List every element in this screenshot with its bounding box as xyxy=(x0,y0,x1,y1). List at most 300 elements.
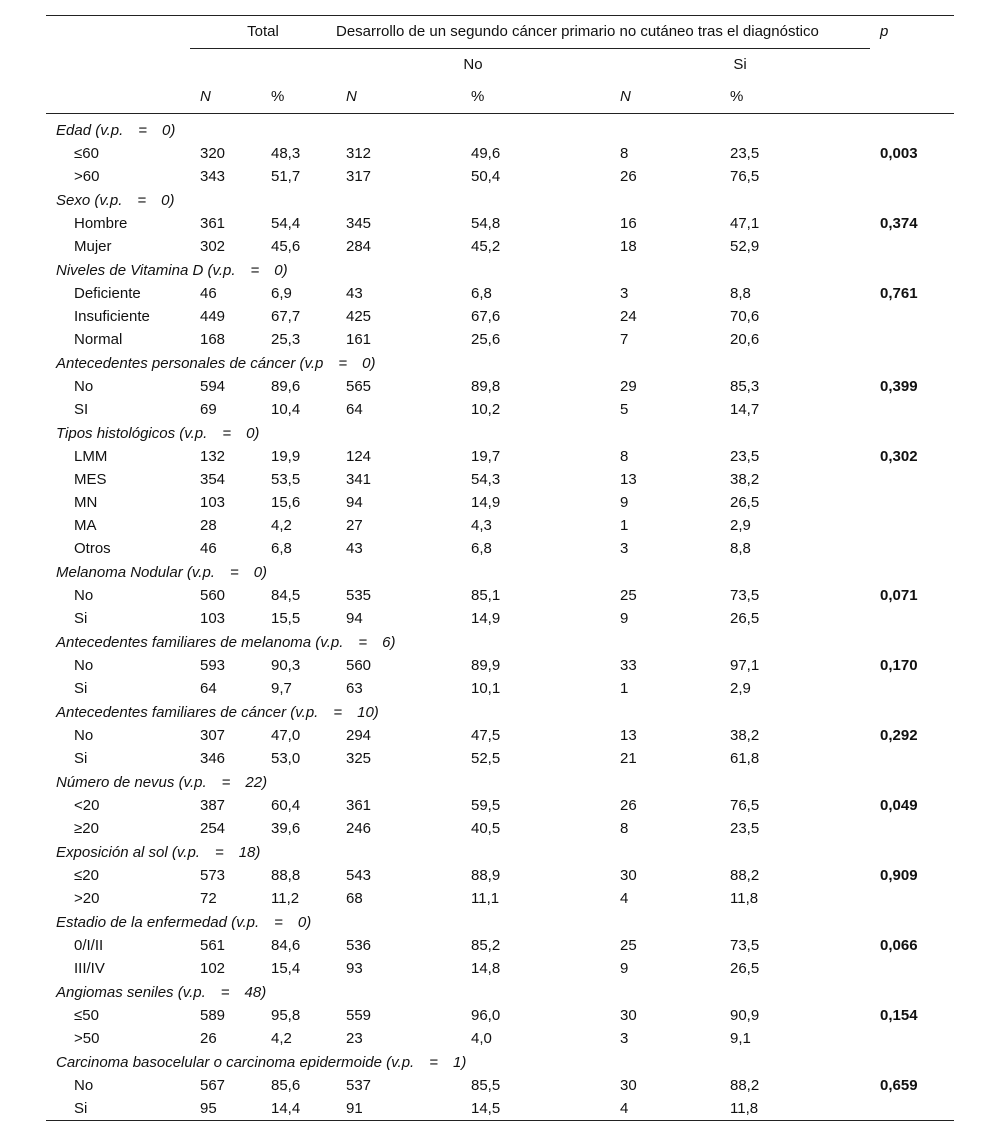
total-pct: 39,6 xyxy=(271,820,301,837)
table-row xyxy=(46,514,954,537)
total-n: 132 xyxy=(200,448,226,465)
si-n: 16 xyxy=(620,215,637,232)
p-value xyxy=(870,235,954,258)
si-n: 26 xyxy=(620,168,637,185)
no-pct: 47,5 xyxy=(471,727,501,744)
total-pct: 53,5 xyxy=(271,471,301,488)
group-row xyxy=(46,700,954,724)
no-n: 537 xyxy=(346,1077,372,1094)
no-n: 23 xyxy=(346,1030,363,1047)
si-n: 30 xyxy=(620,1077,637,1094)
group-title: Antecedentes personales de cáncer (v.p = 0) xyxy=(56,354,376,372)
p-value xyxy=(870,305,954,328)
row-label: Si xyxy=(74,750,88,767)
total-pct: 47,0 xyxy=(271,727,301,744)
row-label: Normal xyxy=(74,331,123,348)
no-n: 425 xyxy=(346,308,372,325)
total-n: 46 xyxy=(200,285,217,302)
total-n: 593 xyxy=(200,657,226,674)
header-desarrollo: Desarrollo de un segundo cáncer primario no cutáneo tras el diagnóstico xyxy=(336,16,870,49)
no-n: 64 xyxy=(346,401,363,418)
si-pct: 47,1 xyxy=(730,215,760,232)
si-n: 25 xyxy=(620,587,637,604)
p-value: 0,003 xyxy=(880,145,918,162)
si-pct: 97,1 xyxy=(730,657,760,674)
total-pct: 25,3 xyxy=(271,331,301,348)
table-row xyxy=(46,957,954,980)
p-value xyxy=(870,165,954,188)
no-pct: 4,3 xyxy=(471,517,492,534)
total-n: 26 xyxy=(200,1030,217,1047)
header-total-n: N xyxy=(190,81,261,114)
p-value xyxy=(870,607,954,630)
results-table xyxy=(46,15,954,1121)
no-n: 560 xyxy=(346,657,372,674)
no-pct: 10,1 xyxy=(471,680,501,697)
no-n: 91 xyxy=(346,1100,363,1117)
table-row xyxy=(46,491,954,514)
p-value xyxy=(870,398,954,421)
row-label: No xyxy=(74,378,94,395)
total-n: 72 xyxy=(200,890,217,907)
no-n: 94 xyxy=(346,610,363,627)
total-n: 573 xyxy=(200,867,226,884)
si-pct: 90,9 xyxy=(730,1007,760,1024)
group-row xyxy=(46,421,954,445)
total-n: 361 xyxy=(200,215,226,232)
total-pct: 88,8 xyxy=(271,867,301,884)
si-pct: 9,1 xyxy=(730,1030,751,1047)
table-row xyxy=(46,677,954,700)
row-label: Si xyxy=(74,680,88,697)
table-body xyxy=(46,114,954,1121)
group-title: Exposición al sol (v.p. = 18) xyxy=(56,843,261,861)
table-row xyxy=(46,375,954,398)
no-n: 543 xyxy=(346,867,372,884)
table-row xyxy=(46,1004,954,1027)
row-label: Deficiente xyxy=(74,285,141,302)
table-row xyxy=(46,654,954,677)
total-n: 64 xyxy=(200,680,217,697)
no-n: 535 xyxy=(346,587,372,604)
si-n: 7 xyxy=(620,331,629,348)
total-pct: 48,3 xyxy=(271,145,301,162)
total-n: 168 xyxy=(200,331,226,348)
no-pct: 14,9 xyxy=(471,494,501,511)
group-row xyxy=(46,188,954,212)
p-value xyxy=(870,491,954,514)
no-n: 345 xyxy=(346,215,372,232)
si-pct: 26,5 xyxy=(730,960,760,977)
row-label: >60 xyxy=(74,168,100,185)
no-pct: 96,0 xyxy=(471,1007,501,1024)
total-pct: 4,2 xyxy=(271,1030,292,1047)
table-row xyxy=(46,887,954,910)
no-pct: 10,2 xyxy=(471,401,501,418)
group-row xyxy=(46,1050,954,1074)
total-pct: 60,4 xyxy=(271,797,301,814)
no-n: 246 xyxy=(346,820,372,837)
row-label: LMM xyxy=(74,448,108,465)
group-title: Estadio de la enfermedad (v.p. = 0) xyxy=(56,913,312,931)
si-n: 21 xyxy=(620,750,637,767)
header-si: Si xyxy=(733,56,747,73)
total-n: 589 xyxy=(200,1007,226,1024)
si-n: 4 xyxy=(620,890,629,907)
si-n: 8 xyxy=(620,145,629,162)
table-row xyxy=(46,212,954,235)
si-pct: 70,6 xyxy=(730,308,760,325)
no-pct: 4,0 xyxy=(471,1030,492,1047)
total-pct: 15,6 xyxy=(271,494,301,511)
row-label: Mujer xyxy=(74,238,112,255)
row-label: <20 xyxy=(74,797,100,814)
no-pct: 85,2 xyxy=(471,937,501,954)
total-n: 28 xyxy=(200,517,217,534)
header-no: No xyxy=(463,56,483,73)
row-label: ≤50 xyxy=(74,1007,99,1024)
p-value: 0,292 xyxy=(880,727,918,744)
si-pct: 26,5 xyxy=(730,610,760,627)
si-n: 18 xyxy=(620,238,637,255)
p-value xyxy=(870,1097,954,1121)
table-row xyxy=(46,235,954,258)
header-total: Total xyxy=(190,16,336,49)
si-pct: 85,3 xyxy=(730,378,760,395)
header-p: p xyxy=(880,23,889,41)
si-n: 24 xyxy=(620,308,637,325)
no-n: 559 xyxy=(346,1007,372,1024)
total-pct: 95,8 xyxy=(271,1007,301,1024)
si-pct: 23,5 xyxy=(730,820,760,837)
no-n: 161 xyxy=(346,331,372,348)
total-n: 561 xyxy=(200,937,226,954)
table-row xyxy=(46,864,954,887)
si-pct: 76,5 xyxy=(730,168,760,185)
no-pct: 45,2 xyxy=(471,238,501,255)
row-label: Si xyxy=(74,610,88,627)
table-row xyxy=(46,1074,954,1097)
no-pct: 14,8 xyxy=(471,960,501,977)
row-label: No xyxy=(74,657,94,674)
row-label: ≤60 xyxy=(74,145,99,162)
si-n: 30 xyxy=(620,867,637,884)
no-n: 312 xyxy=(346,145,372,162)
si-n: 25 xyxy=(620,937,637,954)
table-row xyxy=(46,607,954,630)
no-pct: 67,6 xyxy=(471,308,501,325)
table-row xyxy=(46,142,954,165)
group-row xyxy=(46,770,954,794)
si-pct: 8,8 xyxy=(730,540,751,557)
total-pct: 85,6 xyxy=(271,1077,301,1094)
si-n: 8 xyxy=(620,820,629,837)
si-n: 30 xyxy=(620,1007,637,1024)
si-pct: 2,9 xyxy=(730,680,751,697)
p-value xyxy=(870,887,954,910)
p-value: 0,659 xyxy=(880,1077,918,1094)
total-pct: 54,4 xyxy=(271,215,301,232)
total-n: 346 xyxy=(200,750,226,767)
group-title: Angiomas seniles (v.p. = 48) xyxy=(56,983,267,1001)
no-n: 43 xyxy=(346,540,363,557)
row-label: Otros xyxy=(74,540,111,557)
row-label: Hombre xyxy=(74,215,128,232)
group-title: Sexo (v.p. = 0) xyxy=(56,191,175,209)
no-pct: 49,6 xyxy=(471,145,501,162)
no-n: 124 xyxy=(346,448,372,465)
group-title: Edad (v.p. = 0) xyxy=(56,121,176,139)
si-pct: 11,8 xyxy=(730,890,759,907)
no-n: 317 xyxy=(346,168,372,185)
si-n: 33 xyxy=(620,657,637,674)
no-n: 43 xyxy=(346,285,363,302)
total-pct: 14,4 xyxy=(271,1100,301,1117)
no-n: 93 xyxy=(346,960,363,977)
si-pct: 20,6 xyxy=(730,331,760,348)
si-pct: 11,8 xyxy=(730,1100,759,1117)
row-label: ≤20 xyxy=(74,867,99,884)
no-pct: 89,9 xyxy=(471,657,501,674)
no-n: 565 xyxy=(346,378,372,395)
total-n: 449 xyxy=(200,308,226,325)
row-label: No xyxy=(74,727,94,744)
table-row xyxy=(46,724,954,747)
group-title: Melanoma Nodular (v.p. = 0) xyxy=(56,563,268,581)
total-pct: 84,5 xyxy=(271,587,301,604)
si-n: 5 xyxy=(620,401,629,418)
p-value xyxy=(870,468,954,491)
table-row xyxy=(46,305,954,328)
si-pct: 61,8 xyxy=(730,750,760,767)
p-value xyxy=(870,514,954,537)
p-value xyxy=(870,817,954,840)
no-pct: 85,5 xyxy=(471,1077,501,1094)
p-value xyxy=(870,747,954,770)
no-pct: 40,5 xyxy=(471,820,501,837)
group-row xyxy=(46,910,954,934)
row-label: No xyxy=(74,587,94,604)
no-pct: 50,4 xyxy=(471,168,501,185)
p-value: 0,170 xyxy=(880,657,918,674)
si-pct: 76,5 xyxy=(730,797,760,814)
header-si-n: N xyxy=(610,81,726,114)
row-label: ≥20 xyxy=(74,820,99,837)
p-value: 0,049 xyxy=(880,797,918,814)
total-pct: 11,2 xyxy=(271,890,300,907)
no-n: 325 xyxy=(346,750,372,767)
total-pct: 15,5 xyxy=(271,610,301,627)
no-n: 341 xyxy=(346,471,372,488)
group-title: Carcinoma basocelular o carcinoma epidermoide (v.p. = 1) xyxy=(56,1053,467,1071)
p-value xyxy=(870,677,954,700)
total-n: 254 xyxy=(200,820,226,837)
table-row xyxy=(46,445,954,468)
si-pct: 2,9 xyxy=(730,517,751,534)
p-value: 0,066 xyxy=(880,937,918,954)
total-pct: 19,9 xyxy=(271,448,301,465)
total-n: 320 xyxy=(200,145,226,162)
table-row xyxy=(46,1027,954,1050)
no-pct: 19,7 xyxy=(471,448,501,465)
group-title: Antecedentes familiares de melanoma (v.p. = 6) xyxy=(56,633,396,651)
total-n: 560 xyxy=(200,587,226,604)
si-pct: 23,5 xyxy=(730,448,760,465)
no-pct: 54,8 xyxy=(471,215,501,232)
si-n: 9 xyxy=(620,494,629,511)
table-row xyxy=(46,1097,954,1121)
si-n: 8 xyxy=(620,448,629,465)
table-row xyxy=(46,537,954,560)
group-row xyxy=(46,351,954,375)
table-row xyxy=(46,328,954,351)
si-n: 1 xyxy=(620,517,629,534)
total-n: 46 xyxy=(200,540,217,557)
no-n: 63 xyxy=(346,680,363,697)
no-pct: 52,5 xyxy=(471,750,501,767)
si-pct: 88,2 xyxy=(730,1077,760,1094)
si-pct: 52,9 xyxy=(730,238,760,255)
total-n: 343 xyxy=(200,168,226,185)
total-pct: 15,4 xyxy=(271,960,301,977)
no-n: 536 xyxy=(346,937,372,954)
group-title: Número de nevus (v.p. = 22) xyxy=(56,773,268,791)
total-n: 354 xyxy=(200,471,226,488)
table-row xyxy=(46,165,954,188)
total-pct: 45,6 xyxy=(271,238,301,255)
si-pct: 8,8 xyxy=(730,285,751,302)
p-value xyxy=(870,328,954,351)
total-pct: 53,0 xyxy=(271,750,301,767)
header-si-pct: % xyxy=(726,81,870,114)
row-label: III/IV xyxy=(74,960,105,977)
no-n: 27 xyxy=(346,517,363,534)
header-total-pct: % xyxy=(261,81,336,114)
total-pct: 6,9 xyxy=(271,285,292,302)
table-row xyxy=(46,747,954,770)
total-n: 69 xyxy=(200,401,217,418)
row-label: MES xyxy=(74,471,107,488)
no-pct: 89,8 xyxy=(471,378,501,395)
no-pct: 14,5 xyxy=(471,1100,501,1117)
si-n: 3 xyxy=(620,285,629,302)
total-pct: 84,6 xyxy=(271,937,301,954)
no-pct: 6,8 xyxy=(471,540,492,557)
si-n: 3 xyxy=(620,540,629,557)
header-row-3 xyxy=(46,81,954,114)
si-pct: 23,5 xyxy=(730,145,760,162)
total-n: 302 xyxy=(200,238,226,255)
table-row xyxy=(46,584,954,607)
si-pct: 14,7 xyxy=(730,401,760,418)
row-label: MA xyxy=(74,517,97,534)
total-pct: 10,4 xyxy=(271,401,301,418)
row-label: 0/I/II xyxy=(74,937,104,954)
group-row xyxy=(46,980,954,1004)
si-n: 13 xyxy=(620,727,637,744)
total-pct: 9,7 xyxy=(271,680,292,697)
group-row xyxy=(46,258,954,282)
total-n: 102 xyxy=(200,960,226,977)
si-pct: 38,2 xyxy=(730,727,760,744)
si-n: 29 xyxy=(620,378,637,395)
no-pct: 14,9 xyxy=(471,610,501,627)
p-value: 0,302 xyxy=(880,448,918,465)
group-row xyxy=(46,840,954,864)
group-title: Antecedentes familiares de cáncer (v.p. = 10) xyxy=(56,703,379,721)
row-label: Insuficiente xyxy=(74,308,150,325)
group-row xyxy=(46,560,954,584)
table-row xyxy=(46,398,954,421)
si-pct: 26,5 xyxy=(730,494,760,511)
total-n: 307 xyxy=(200,727,226,744)
header-row-2 xyxy=(46,49,954,82)
no-pct: 85,1 xyxy=(471,587,501,604)
p-value xyxy=(870,537,954,560)
row-label: SI xyxy=(74,401,89,418)
p-value: 0,909 xyxy=(880,867,918,884)
total-pct: 51,7 xyxy=(271,168,301,185)
si-pct: 73,5 xyxy=(730,587,760,604)
total-n: 95 xyxy=(200,1100,217,1117)
table-row xyxy=(46,468,954,491)
no-n: 284 xyxy=(346,238,372,255)
p-value: 0,154 xyxy=(880,1007,918,1024)
total-pct: 89,6 xyxy=(271,378,301,395)
table-header xyxy=(46,16,954,114)
header-no-pct: % xyxy=(469,81,610,114)
no-pct: 54,3 xyxy=(471,471,501,488)
group-row xyxy=(46,630,954,654)
p-value xyxy=(870,1027,954,1050)
si-pct: 38,2 xyxy=(730,471,760,488)
row-label: No xyxy=(74,1077,94,1094)
total-pct: 67,7 xyxy=(271,308,301,325)
total-pct: 6,8 xyxy=(271,540,292,557)
row-label: >20 xyxy=(74,890,100,907)
no-pct: 25,6 xyxy=(471,331,501,348)
p-value: 0,761 xyxy=(880,285,918,302)
total-n: 103 xyxy=(200,494,226,511)
table-row xyxy=(46,817,954,840)
total-n: 103 xyxy=(200,610,226,627)
row-label: Si xyxy=(74,1100,88,1117)
total-n: 567 xyxy=(200,1077,226,1094)
group-title: Tipos histológicos (v.p. = 0) xyxy=(56,424,260,442)
no-pct: 6,8 xyxy=(471,285,492,302)
group-row xyxy=(46,114,954,143)
no-pct: 59,5 xyxy=(471,797,501,814)
p-value: 0,374 xyxy=(880,215,918,232)
si-n: 13 xyxy=(620,471,637,488)
group-title: Niveles de Vitamina D (v.p. = 0) xyxy=(56,261,288,279)
no-n: 361 xyxy=(346,797,372,814)
table-row xyxy=(46,934,954,957)
si-n: 26 xyxy=(620,797,637,814)
si-pct: 73,5 xyxy=(730,937,760,954)
si-n: 4 xyxy=(620,1100,629,1117)
row-label: >50 xyxy=(74,1030,100,1047)
header-row-1 xyxy=(46,16,954,49)
total-n: 594 xyxy=(200,378,226,395)
si-n: 9 xyxy=(620,610,629,627)
no-pct: 11,1 xyxy=(471,890,500,907)
total-n: 387 xyxy=(200,797,226,814)
p-value xyxy=(870,957,954,980)
total-pct: 4,2 xyxy=(271,517,292,534)
table-row xyxy=(46,794,954,817)
total-pct: 90,3 xyxy=(271,657,301,674)
